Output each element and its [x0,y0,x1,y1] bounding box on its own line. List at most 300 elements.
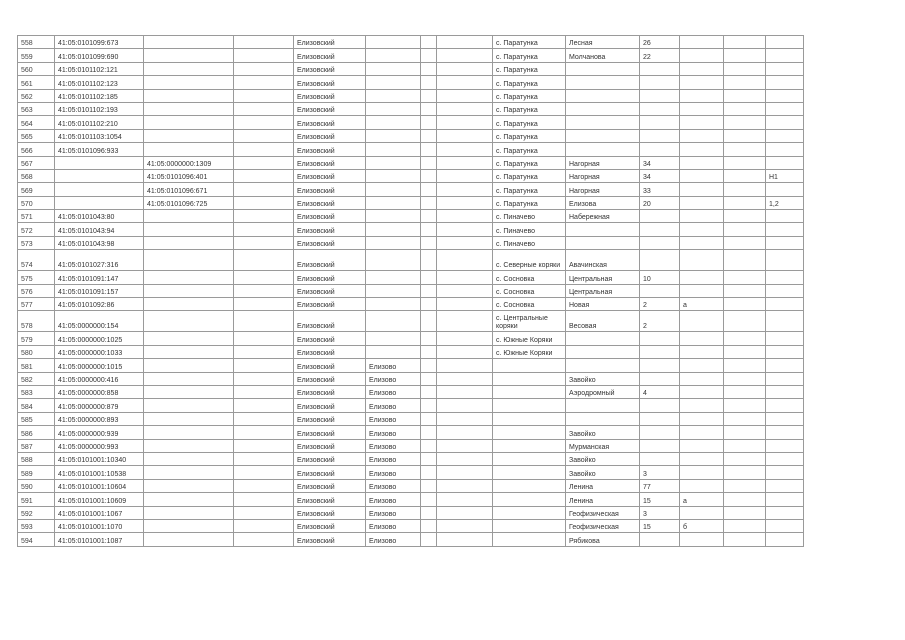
street-name: Набережная [566,210,640,223]
note-value [766,439,804,452]
empty-cell-a [234,412,294,425]
town-name: Елизово [366,506,421,519]
house-number [640,284,680,297]
empty-cell-b [421,76,437,89]
village-name: с. Пиначево [493,236,566,249]
empty-cell-c [437,466,493,479]
empty-cell-c [437,169,493,182]
table-row [18,412,804,425]
village-name: с. Сосновка [493,271,566,284]
empty-cell-b [421,452,437,465]
street-name [566,76,640,89]
house-letter [680,332,724,345]
district-name: Елизовский [294,143,366,156]
row-number: 571 [18,210,55,223]
empty-cell-a [234,452,294,465]
cadastral-number: 41:05:0000000:893 [55,412,144,425]
district-name: Елизовский [294,298,366,311]
empty-cell-c [437,89,493,102]
village-name: с. Паратунка [493,183,566,196]
cadastral-number: 41:05:0101001:1070 [55,519,144,532]
empty-cell-d [724,89,766,102]
empty-cell-a [234,143,294,156]
empty-cell-d [724,210,766,223]
house-number: 3 [640,506,680,519]
empty-cell-b [421,196,437,209]
cadastral-number-linked [144,36,234,49]
street-name: Рябикова [566,533,640,546]
empty-cell-b [421,36,437,49]
cadastral-number-linked: 41:05:0101096:401 [144,169,234,182]
house-number: 34 [640,169,680,182]
empty-cell-b [421,210,437,223]
empty-cell-c [437,426,493,439]
town-name [366,156,421,169]
empty-cell-d [724,311,766,332]
village-name [493,385,566,398]
cadastral-number-linked [144,143,234,156]
empty-cell-b [421,129,437,142]
empty-cell-d [724,223,766,236]
row-number: 576 [18,284,55,297]
town-name [366,76,421,89]
empty-cell-a [234,399,294,412]
house-letter [680,62,724,75]
empty-cell-a [234,102,294,115]
row-number: 582 [18,372,55,385]
note-value [766,156,804,169]
table-row [18,493,804,506]
cadastral-number: 41:05:0101092:86 [55,298,144,311]
empty-cell-d [724,399,766,412]
empty-cell-c [437,116,493,129]
cadastral-number: 41:05:0000000:879 [55,399,144,412]
cadastral-number: 41:05:0000000:416 [55,372,144,385]
cadastral-number-linked: 41:05:0101096:725 [144,196,234,209]
street-name: Весовая [566,311,640,332]
empty-cell-d [724,36,766,49]
street-name [566,359,640,372]
empty-cell-c [437,183,493,196]
note-value [766,143,804,156]
note-value [766,210,804,223]
row-number: 579 [18,332,55,345]
cadastral-number-linked [144,412,234,425]
table-row [18,223,804,236]
row-number: 583 [18,385,55,398]
empty-cell-c [437,399,493,412]
district-name: Елизовский [294,236,366,249]
empty-cell-d [724,466,766,479]
empty-cell-a [234,298,294,311]
empty-cell-c [437,223,493,236]
row-number: 561 [18,76,55,89]
cadastral-number: 41:05:0101001:10340 [55,452,144,465]
empty-cell-a [234,466,294,479]
cadastral-number: 41:05:0000000:939 [55,426,144,439]
village-name: с. Пиначево [493,223,566,236]
district-name: Елизовский [294,372,366,385]
street-name [566,412,640,425]
empty-cell-d [724,76,766,89]
house-letter [680,236,724,249]
table-row [18,426,804,439]
district-name: Елизовский [294,271,366,284]
town-name: Елизово [366,426,421,439]
house-letter [680,169,724,182]
table-row [18,311,804,332]
cadastral-number-linked [144,479,234,492]
cadastral-number: 41:05:0101102:193 [55,102,144,115]
cadastral-number: 41:05:0000000:154 [55,311,144,332]
cadastral-number-linked [144,250,234,271]
village-name: с. Северные коряки [493,250,566,271]
district-name: Елизовский [294,196,366,209]
street-name: Завойко [566,372,640,385]
village-name [493,479,566,492]
house-number [640,89,680,102]
house-letter: а [680,298,724,311]
row-number: 566 [18,143,55,156]
empty-cell-d [724,183,766,196]
street-name: Мурманская [566,439,640,452]
empty-cell-d [724,506,766,519]
village-name [493,399,566,412]
street-name: Нагорная [566,169,640,182]
note-value [766,236,804,249]
note-value: 1,2 [766,196,804,209]
table-row [18,116,804,129]
empty-cell-a [234,372,294,385]
cadastral-number [55,183,144,196]
empty-cell-c [437,196,493,209]
house-letter [680,426,724,439]
cadastral-number: 41:05:0101102:185 [55,89,144,102]
note-value [766,372,804,385]
street-name: Геофизическая [566,519,640,532]
house-number [640,439,680,452]
street-name: Елизова [566,196,640,209]
empty-cell-b [421,426,437,439]
street-name: Нагорная [566,156,640,169]
house-letter [680,271,724,284]
row-number: 568 [18,169,55,182]
district-name: Елизовский [294,533,366,546]
district-name: Елизовский [294,156,366,169]
empty-cell-a [234,236,294,249]
street-name: Центральная [566,271,640,284]
house-number [640,345,680,358]
town-name [366,62,421,75]
house-letter [680,533,724,546]
town-name: Елизово [366,452,421,465]
empty-cell-b [421,284,437,297]
house-number [640,250,680,271]
empty-cell-c [437,250,493,271]
street-name [566,143,640,156]
house-letter [680,250,724,271]
empty-cell-d [724,284,766,297]
town-name: Елизово [366,533,421,546]
note-value [766,183,804,196]
village-name [493,493,566,506]
village-name: с. Южные Коряки [493,345,566,358]
cadastral-number-linked: 41:05:0101096:671 [144,183,234,196]
table-row [18,196,804,209]
street-name [566,89,640,102]
village-name: с. Южные Коряки [493,332,566,345]
row-number: 560 [18,62,55,75]
cadastral-number-linked [144,62,234,75]
house-number [640,223,680,236]
empty-cell-d [724,385,766,398]
note-value [766,385,804,398]
district-name: Елизовский [294,102,366,115]
note-value [766,399,804,412]
row-number: 593 [18,519,55,532]
register-rows [18,36,804,547]
row-number: 567 [18,156,55,169]
empty-cell-c [437,284,493,297]
village-name: с. Центральные коряки [493,311,566,332]
house-number [640,129,680,142]
empty-cell-a [234,183,294,196]
district-name: Елизовский [294,399,366,412]
cadastral-number: 41:05:0101099:690 [55,49,144,62]
empty-cell-d [724,412,766,425]
town-name [366,102,421,115]
row-number: 569 [18,183,55,196]
cadastral-number [55,156,144,169]
cadastral-number: 41:05:0101001:10604 [55,479,144,492]
street-name [566,129,640,142]
row-number: 570 [18,196,55,209]
note-value [766,426,804,439]
village-name: с. Паратунка [493,36,566,49]
empty-cell-b [421,49,437,62]
empty-cell-b [421,506,437,519]
house-number: 26 [640,36,680,49]
row-number: 559 [18,49,55,62]
empty-cell-b [421,298,437,311]
empty-cell-d [724,49,766,62]
empty-cell-c [437,271,493,284]
empty-cell-d [724,271,766,284]
table-row [18,439,804,452]
town-name: Елизово [366,466,421,479]
village-name [493,439,566,452]
table-row [18,76,804,89]
note-value [766,311,804,332]
village-name [493,452,566,465]
cadastral-number: 41:05:0000000:993 [55,439,144,452]
row-number: 563 [18,102,55,115]
town-name [366,169,421,182]
empty-cell-c [437,62,493,75]
town-name: Елизово [366,359,421,372]
empty-cell-c [437,493,493,506]
street-name [566,62,640,75]
row-number: 580 [18,345,55,358]
cadastral-number-linked [144,372,234,385]
town-name [366,196,421,209]
house-number [640,62,680,75]
empty-cell-b [421,533,437,546]
row-number: 589 [18,466,55,479]
house-number: 2 [640,311,680,332]
town-name: Елизово [366,372,421,385]
note-value [766,359,804,372]
empty-cell-b [421,493,437,506]
note-value [766,62,804,75]
street-name: Завойко [566,466,640,479]
village-name: с. Паратунка [493,102,566,115]
house-letter [680,345,724,358]
note-value [766,36,804,49]
town-name [366,116,421,129]
house-number: 2 [640,298,680,311]
cadastral-number: 41:05:0101099:673 [55,36,144,49]
house-letter [680,452,724,465]
cadastral-number-linked [144,311,234,332]
empty-cell-d [724,196,766,209]
district-name: Елизовский [294,36,366,49]
empty-cell-b [421,116,437,129]
street-name [566,332,640,345]
town-name [366,284,421,297]
empty-cell-b [421,479,437,492]
town-name [366,250,421,271]
empty-cell-b [421,519,437,532]
table-row [18,506,804,519]
house-number: 15 [640,493,680,506]
table-row [18,271,804,284]
house-letter [680,412,724,425]
empty-cell-a [234,196,294,209]
empty-cell-d [724,426,766,439]
district-name: Елизовский [294,506,366,519]
village-name: с. Сосновка [493,298,566,311]
street-name: Авачинская [566,250,640,271]
empty-cell-d [724,533,766,546]
row-number: 577 [18,298,55,311]
house-number: 22 [640,49,680,62]
house-letter [680,129,724,142]
town-name [366,183,421,196]
cadastral-number [55,169,144,182]
house-letter [680,223,724,236]
village-name: с. Сосновка [493,284,566,297]
cadastral-number-linked [144,426,234,439]
town-name: Елизово [366,493,421,506]
note-value [766,223,804,236]
cadastral-number-linked [144,519,234,532]
village-name: с. Паратунка [493,196,566,209]
empty-cell-a [234,89,294,102]
table-row [18,533,804,546]
town-name [366,223,421,236]
note-value: Н1 [766,169,804,182]
empty-cell-c [437,372,493,385]
row-number: 572 [18,223,55,236]
town-name: Елизово [366,439,421,452]
house-number: 3 [640,466,680,479]
row-number: 573 [18,236,55,249]
table-row [18,36,804,49]
register-sheet [17,35,804,547]
table-row [18,479,804,492]
empty-cell-a [234,332,294,345]
empty-cell-a [234,223,294,236]
house-number [640,412,680,425]
district-name: Елизовский [294,183,366,196]
row-number: 565 [18,129,55,142]
note-value [766,332,804,345]
house-letter [680,284,724,297]
town-name [366,271,421,284]
village-name: с. Паратунка [493,156,566,169]
cadastral-number-linked [144,493,234,506]
house-letter [680,36,724,49]
district-name: Елизовский [294,519,366,532]
district-name: Елизовский [294,76,366,89]
district-name: Елизовский [294,210,366,223]
empty-cell-d [724,102,766,115]
district-name: Елизовский [294,452,366,465]
village-name [493,359,566,372]
district-name: Елизовский [294,332,366,345]
cadastral-number-linked: 41:05:0000000:1309 [144,156,234,169]
row-number: 564 [18,116,55,129]
street-name: Нагорная [566,183,640,196]
street-name: Аэродромный [566,385,640,398]
empty-cell-c [437,36,493,49]
empty-cell-d [724,479,766,492]
house-letter [680,506,724,519]
row-number: 584 [18,399,55,412]
empty-cell-a [234,345,294,358]
empty-cell-b [421,89,437,102]
town-name [366,89,421,102]
table-row [18,156,804,169]
district-name: Елизовский [294,223,366,236]
empty-cell-b [421,332,437,345]
note-value [766,49,804,62]
cadastral-number: 41:05:0101043:80 [55,210,144,223]
cadastral-number-linked [144,223,234,236]
village-name: с. Паратунка [493,143,566,156]
note-value [766,533,804,546]
cadastral-number-linked [144,271,234,284]
cadastral-number-linked [144,298,234,311]
note-value [766,284,804,297]
street-name [566,223,640,236]
district-name: Елизовский [294,479,366,492]
cadastral-number: 41:05:0101091:157 [55,284,144,297]
village-name [493,466,566,479]
note-value [766,102,804,115]
house-number [640,116,680,129]
empty-cell-c [437,156,493,169]
empty-cell-b [421,385,437,398]
cadastral-number: 41:05:0101102:123 [55,76,144,89]
house-letter [680,76,724,89]
empty-cell-d [724,250,766,271]
empty-cell-b [421,62,437,75]
row-number: 575 [18,271,55,284]
table-row [18,183,804,196]
empty-cell-b [421,372,437,385]
